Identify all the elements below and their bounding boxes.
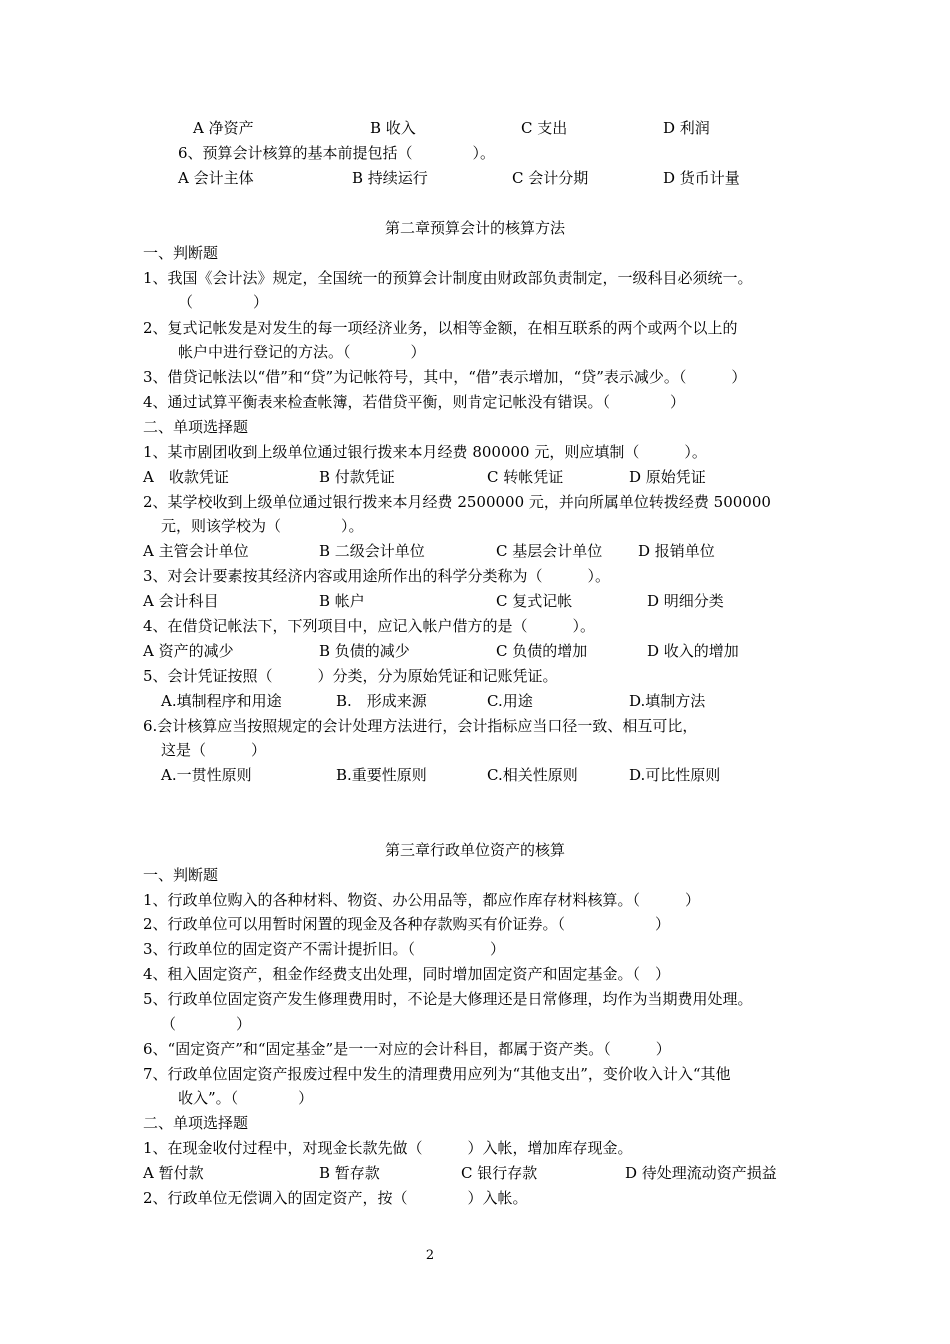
answer-blank: （ ）	[178, 293, 269, 311]
question-text: 5、会计凭证按照（ ）分类，分为原始凭证和记账凭证。	[143, 667, 558, 685]
option-d: D 待处理流动资产损益	[625, 1164, 777, 1182]
option-d: D 货币计量	[663, 169, 740, 187]
section-heading: 二、单项选择题	[143, 1114, 249, 1132]
question-text: 2、行政单位可以用暂时闲置的现金及各种存款购买有价证券。（ ）	[143, 915, 671, 933]
option-d: D 收入的增加	[647, 642, 739, 660]
option-c: C 复式记帐	[496, 592, 573, 610]
question-text: 2、复式记帐发是对发生的每一项经济业务，以相等金额，在相互联系的两个或两个以上的	[143, 319, 738, 337]
option-c: C 基层会计单位	[496, 542, 603, 560]
section-heading: 一、判断题	[143, 866, 219, 884]
option-b: B. 形成来源	[336, 692, 427, 710]
question-text: 3、行政单位的固定资产不需计提折旧。（ ）	[143, 940, 506, 958]
answer-blank: （ ）	[161, 1015, 252, 1033]
question-text: 6、“固定资产”和“固定基金”是一一对应的会计科目，都属于资产类。（ ）	[143, 1040, 671, 1058]
question-text: 7、行政单位固定资产报废过程中发生的清理费用应列为“其他支出”，变价收入计入“其他	[143, 1065, 731, 1083]
option-a: A 暂付款	[143, 1164, 204, 1182]
option-a: A 主管会计单位	[143, 542, 249, 560]
question-text: 1、行政单位购入的各种材料、物资、办公用品等，都应作库存材料核算。（ ）	[143, 891, 701, 909]
option-a: A 净资产	[193, 119, 254, 137]
option-b: B 收入	[370, 119, 416, 137]
option-b: B 付款凭证	[319, 468, 395, 486]
section-heading: 二、单项选择题	[143, 418, 249, 436]
section-heading: 一、判断题	[143, 244, 219, 262]
option-d: D 利润	[663, 119, 710, 137]
question-text: 6、预算会计核算的基本前提包括（ ）。	[178, 144, 496, 162]
question-text: 2、某学校收到上级单位通过银行拨来本月经费 2500000 元，并向所属单位转拨经费 500000	[143, 493, 771, 511]
question-text: 帐户中进行登记的方法。（ ）	[178, 343, 426, 361]
page-number: 2	[425, 1248, 435, 1263]
option-b: B.重要性原则	[336, 766, 427, 784]
option-d: D 明细分类	[647, 592, 724, 610]
option-a: A 收款凭证	[143, 468, 229, 486]
option-d: D 原始凭证	[629, 468, 706, 486]
option-d: D.填制方法	[629, 692, 706, 710]
option-c: C 负债的增加	[496, 642, 588, 660]
question-text: 5、行政单位固定资产发生修理费用时，不论是大修理还是日常修理，均作为当期费用处理。	[143, 990, 753, 1008]
option-a: A 会计主体	[178, 169, 254, 187]
question-text: 1、在现金收付过程中，对现金长款先做（ ）入帐，增加库存现金。	[143, 1139, 633, 1157]
option-b: B 帐户	[319, 592, 365, 610]
option-c: C 支出	[521, 119, 568, 137]
option-a: A 资产的减少	[143, 642, 234, 660]
question-text: 4、在借贷记帐法下，下列项目中，应记入帐户借方的是（ ）。	[143, 617, 596, 635]
option-a: A.一贯性原则	[161, 766, 252, 784]
option-b: B 负债的减少	[319, 642, 410, 660]
option-a: A.填制程序和用途	[161, 692, 282, 710]
option-c: C 会计分期	[512, 169, 589, 187]
question-text: 3、对会计要素按其经济内容或用途所作出的科学分类称为（ ）。	[143, 567, 611, 585]
question-text: 4、通过试算平衡表来检查帐簿，若借贷平衡，则肯定记帐没有错误。（ ）	[143, 393, 686, 411]
question-text: 6.会计核算应当按照规定的会计处理方法进行，会计指标应当口径一致、相互可比，	[143, 717, 698, 735]
option-b: B 暂存款	[319, 1164, 380, 1182]
option-d: D.可比性原则	[629, 766, 721, 784]
question-text: 收入”。（ ）	[178, 1089, 314, 1107]
question-text: 元，则该学校为（ ）。	[161, 517, 364, 535]
question-text: 1、我国《会计法》规定，全国统一的预算会计制度由财政部负责制定，一级科目必须统一。	[143, 269, 753, 287]
option-b: B 二级会计单位	[319, 542, 425, 560]
option-c: C 转帐凭证	[487, 468, 564, 486]
option-a: A 会计科目	[143, 592, 219, 610]
chapter-title: 第二章预算会计的核算方法	[384, 219, 565, 237]
option-d: D 报销单位	[638, 542, 715, 560]
question-text: 这是（ ）	[161, 741, 267, 759]
chapter-title: 第三章行政单位资产的核算	[384, 841, 565, 859]
question-text: 4、租入固定资产，租金作经费支出处理，同时增加固定资产和固定基金。（ ）	[143, 965, 671, 983]
question-text: 2、行政单位无偿调入的固定资产，按（ ）入帐。	[143, 1189, 528, 1207]
question-text: 3、借贷记帐法以“借”和“贷”为记帐符号，其中，“借”表示增加，“贷”表示减少。（ ）	[143, 368, 747, 386]
option-c: C 银行存款	[461, 1164, 538, 1182]
option-b: B 持续运行	[352, 169, 428, 187]
option-c: C.用途	[487, 692, 533, 710]
question-text: 1、某市剧团收到上级单位通过银行拨来本月经费 800000 元，则应填制（ ）。	[143, 443, 707, 461]
option-c: C.相关性原则	[487, 766, 578, 784]
